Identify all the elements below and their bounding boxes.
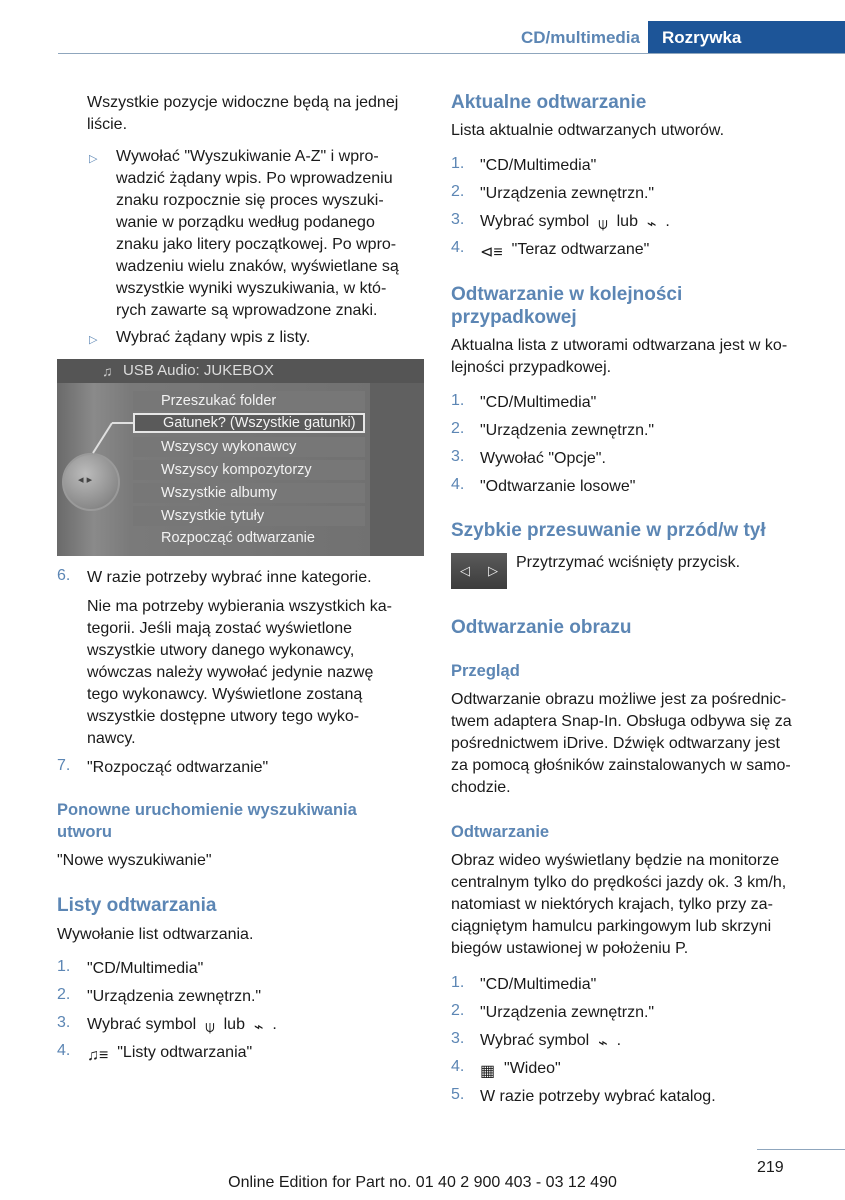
playback-line: centralnym tylko do prędkości jazdy ok. 3 km/h, xyxy=(451,874,787,891)
video-heading: Odtwarzanie obrazu xyxy=(451,617,632,638)
seek-buttons-image xyxy=(451,553,507,589)
bullet2-text: Wybrać żądany wpis z listy. xyxy=(116,329,311,346)
bullet1-line: znaku rozpocznie się proces wyszuki- xyxy=(116,192,384,209)
random-step: Wywołać "Opcje". xyxy=(480,450,606,467)
step-number: 2. xyxy=(57,986,71,1003)
screen-menu-item: Wszyscy kompozytorzy xyxy=(133,460,365,480)
current-step: "CD/Multimedia" xyxy=(480,157,597,174)
bullet1-line: rych zawarte są wprowadzone znaki. xyxy=(116,302,378,319)
playback-line: ciągniętym hamulcu parkingowym lub skrzyni xyxy=(451,918,772,935)
random-step: "Urządzenia zewnętrzn." xyxy=(480,422,655,439)
selection-connector xyxy=(57,359,424,556)
overview-line: pośrednictwem iDrive. Dźwięk odtwarzany jest xyxy=(451,735,780,752)
step-text: "Wideo" xyxy=(504,1060,561,1077)
screen-menu-item: Wszystkie tytuły xyxy=(133,506,365,526)
header-section: CD/multimedia xyxy=(520,28,640,47)
playlists-step: "Urządzenia zewnętrzn." xyxy=(87,988,262,1005)
page-number-rule xyxy=(757,1149,845,1150)
random-step: "CD/Multimedia" xyxy=(480,394,597,411)
step-text: Wybrać symbol xyxy=(87,1016,197,1033)
step-number: 1. xyxy=(57,958,71,975)
bullet-arrow-icon: ▷ xyxy=(89,334,98,346)
step-text: "Teraz odtwarzane" xyxy=(511,241,650,258)
playlists-intro: Wywołanie list odtwarzania. xyxy=(57,926,254,943)
random-intro-line: lejności przypadkowej. xyxy=(451,359,612,376)
overview-line: Odtwarzanie obrazu możliwe jest za pośrednic- xyxy=(451,691,787,708)
step6-note-line: tegorii. Jeśli mają zostać wyświetlone xyxy=(87,620,352,637)
playback-step xyxy=(480,1030,621,1055)
header-tab: Rozrywka xyxy=(648,21,845,54)
step-end: . xyxy=(616,1032,622,1049)
restart-heading: Ponowne uruchomienie wyszukiwania xyxy=(57,801,357,819)
current-step xyxy=(480,239,649,264)
overview-line: za pomocą głośników zainstalowanych w samo- xyxy=(451,757,791,774)
screen-menu-item: Wszyscy wykonawcy xyxy=(133,437,365,457)
step-number: 1. xyxy=(451,974,465,991)
step-number: 2. xyxy=(451,420,465,437)
step-number: 4. xyxy=(57,1042,71,1059)
usb-icon: ⍦ xyxy=(593,216,613,233)
footer-edition: Online Edition for Part no. 01 40 2 900 403 - 03 12 490 xyxy=(228,1174,617,1191)
step6-note-line: tego wykonawcy. Wyświetlone zostaną xyxy=(87,686,363,703)
step-number: 2. xyxy=(451,183,465,200)
usb-icon: ⍦ xyxy=(200,1019,220,1036)
random-intro-line: Aktualna lista z utworami odtwarzana jest w ko- xyxy=(451,337,788,354)
seek-forward-icon: ▷ xyxy=(488,563,498,578)
usb-source-icon: ♫ xyxy=(102,363,113,379)
step6-note-line: wówczas należy wywołać jedynie nazwę xyxy=(87,664,374,681)
bullet1-line: znaku jako litery początkowej. Po wpro- xyxy=(116,236,397,253)
screen-menu-item: Wszystkie albumy xyxy=(133,483,365,503)
idrive-screen-image xyxy=(57,359,424,556)
screen-menu-item: Rozpocząć odtwarzanie xyxy=(161,530,315,546)
screen-menu-item-selected: Gatunek? (Wszystkie gatunki) xyxy=(133,413,365,433)
bullet1-line: Wywołać "Wyszukiwanie A-Z" i wpro- xyxy=(116,148,379,165)
random-step: "Odtwarzanie losowe" xyxy=(480,478,636,495)
snap-in-icon: ⌁ xyxy=(249,1019,268,1036)
step-number: 1. xyxy=(451,155,465,172)
step-number: 4. xyxy=(451,239,465,256)
step-number: 4. xyxy=(451,1058,465,1075)
screen-title: USB Audio: JUKEBOX xyxy=(123,362,274,379)
bullet1-line: wszystkie wyniki wyszukiwania, w któ- xyxy=(116,280,387,297)
seek-back-icon: ◁ xyxy=(460,563,470,578)
step-text: Wybrać symbol xyxy=(480,1032,590,1049)
step6-note-line: wszystkie dostępne utwory tego wyko- xyxy=(87,708,360,725)
now-playing-icon: ⊲≡ xyxy=(480,244,508,261)
step6-note-line: wszystkie utwory danego wykonawcy, xyxy=(87,642,355,659)
random-heading: przypadkowej xyxy=(451,307,577,328)
step-end: . xyxy=(665,213,670,230)
playback-line: Obraz wideo wyświetlany będzie na monitorze xyxy=(451,852,780,869)
playlist-icon: ♫≡ xyxy=(87,1047,113,1064)
step-text: "Listy odtwarzania" xyxy=(117,1044,253,1061)
step-number: 4. xyxy=(451,476,465,493)
bullet-arrow-icon: ▷ xyxy=(89,153,98,165)
bullet1-line: wadzić żądany wpis. Po wprowadzeniu xyxy=(116,170,393,187)
page-number: 219 xyxy=(757,1159,784,1176)
step-text: Wybrać symbol xyxy=(480,213,590,230)
playlists-heading: Listy odtwarzania xyxy=(57,895,217,916)
playback-line: biegów ustawionej w położeniu P. xyxy=(451,940,689,957)
playback-step: "Urządzenia zewnętrzn." xyxy=(480,1004,655,1021)
intro-line-1: Wszystkie pozycje widoczne będą na jednej xyxy=(87,94,399,111)
ff-text: Przytrzymać wciśnięty przycisk. xyxy=(516,554,741,571)
overview-line: twem adaptera Snap-In. Obsługa odbywa się za xyxy=(451,713,792,730)
step-number: 3. xyxy=(451,211,465,228)
playback-step xyxy=(480,1058,561,1083)
step-number: 1. xyxy=(451,392,465,409)
step-end: . xyxy=(272,1016,277,1033)
step-number: 3. xyxy=(451,448,465,465)
header-rule xyxy=(58,53,845,54)
playlists-step xyxy=(87,1014,277,1039)
step-number: 3. xyxy=(57,1014,71,1031)
step-mid: lub xyxy=(616,213,638,230)
current-step: "Urządzenia zewnętrzn." xyxy=(480,185,655,202)
restart-heading: utworu xyxy=(57,823,112,841)
video-icon: ▦ xyxy=(480,1063,500,1080)
bullet1-line: wadzeniu wielu znaków, wyświetlane są xyxy=(116,258,399,275)
step-number: 2. xyxy=(451,1002,465,1019)
overview-line: chodzie. xyxy=(451,779,511,796)
current-intro: Lista aktualnie odtwarzanych utworów. xyxy=(451,122,725,139)
step6-note-line: Nie ma potrzeby wybierania wszystkich ka- xyxy=(87,598,392,615)
ff-heading: Szybkie przesuwanie w przód/w tył xyxy=(451,520,766,541)
playback-step: W razie potrzeby wybrać katalog. xyxy=(480,1088,716,1105)
playlists-step: "CD/Multimedia" xyxy=(87,960,204,977)
snap-in-icon: ⌁ xyxy=(593,1035,613,1052)
bullet1-line: wanie w porządku według podanego xyxy=(116,214,375,231)
playback-line: natomiast w niektórych krajach, tylko przy za- xyxy=(451,896,773,913)
current-step xyxy=(480,211,670,236)
step-mid: lub xyxy=(223,1016,245,1033)
playback-step: "CD/Multimedia" xyxy=(480,976,597,993)
intro-line-2: liście. xyxy=(87,116,128,133)
step-number: 7. xyxy=(57,757,71,774)
controller-knob-icon: ◂ ▸ xyxy=(62,453,120,511)
random-heading: Odtwarzanie w kolejności xyxy=(451,284,683,305)
overview-heading: Przegląd xyxy=(451,662,520,680)
current-heading: Aktualne odtwarzanie xyxy=(451,92,647,113)
screen-menu-item: Przeszukać folder xyxy=(133,391,365,411)
playback-heading: Odtwarzanie xyxy=(451,823,550,841)
snap-in-icon: ⌁ xyxy=(642,216,661,233)
playlists-step xyxy=(87,1042,252,1067)
restart-text: "Nowe wyszukiwanie" xyxy=(57,852,212,869)
step6-note-line: nawcy. xyxy=(87,730,136,747)
step6-text: W razie potrzeby wybrać inne kategorie. xyxy=(87,569,372,586)
step-number: 3. xyxy=(451,1030,465,1047)
step-number: 5. xyxy=(451,1086,465,1103)
step7-text: "Rozpocząć odtwarzanie" xyxy=(87,759,269,776)
step-number: 6. xyxy=(57,567,71,584)
